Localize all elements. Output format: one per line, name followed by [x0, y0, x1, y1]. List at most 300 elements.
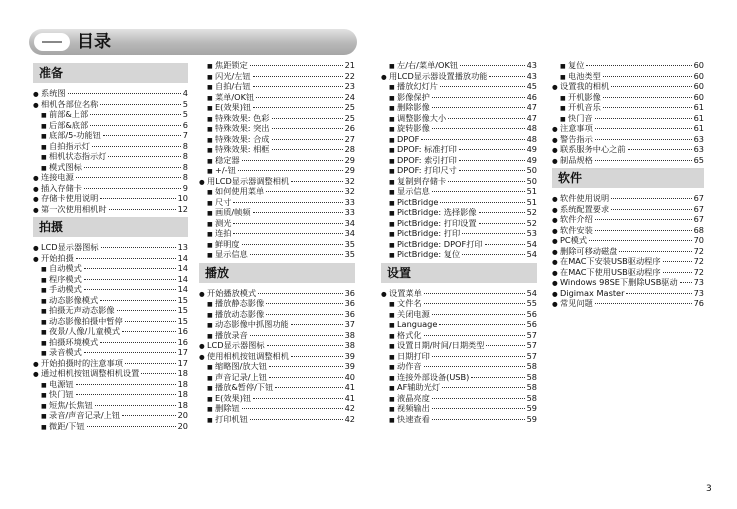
dot-leader	[242, 160, 343, 161]
toc-entry-title: DPOF	[397, 133, 420, 144]
toc-entry-title: 制品规格	[560, 154, 593, 165]
toc-entry[interactable]	[381, 123, 537, 134]
toc-entry-page: 32	[344, 175, 355, 186]
round-bullet-icon: ●	[33, 195, 39, 203]
toc-entry[interactable]	[33, 242, 188, 253]
toc-entry-page: 60	[693, 60, 704, 70]
toc-entry-page: 59	[526, 403, 537, 413]
dot-leader	[471, 377, 524, 378]
toc-entry[interactable]	[199, 176, 355, 187]
toc-entry-page: 42	[344, 403, 355, 413]
square-bullet-icon: ■	[41, 339, 47, 347]
dot-leader	[479, 223, 525, 224]
toc-entry[interactable]	[33, 274, 188, 285]
square-bullet-icon: ■	[41, 308, 47, 315]
dot-leader	[460, 65, 525, 66]
toc-entry[interactable]	[552, 123, 704, 134]
round-bullet-icon: ●	[552, 237, 558, 245]
toc-entry[interactable]	[199, 228, 355, 239]
toc-entry[interactable]	[199, 340, 355, 351]
toc-entry[interactable]	[552, 288, 704, 299]
dot-leader	[432, 398, 525, 399]
toc-entry-page: 39	[344, 361, 355, 371]
toc-entry-page: 24	[344, 91, 355, 102]
toc-entry-page: 58	[526, 382, 537, 392]
toc-entry[interactable]	[33, 120, 188, 131]
toc-entry[interactable]	[199, 249, 355, 260]
toc-entry[interactable]	[552, 214, 704, 225]
toc-entry-page: 50	[526, 175, 537, 186]
toc-entry-title: 电池类型	[568, 70, 601, 81]
toc-entry-title: LCD显示器图标	[207, 340, 265, 350]
toc-entry[interactable]	[552, 113, 704, 124]
toc-entry-title: 快门钮	[49, 389, 74, 399]
toc-entry-page: 8	[182, 151, 188, 161]
toc-entry-page: 70	[693, 235, 704, 245]
toc-entry-page: 17	[177, 357, 188, 368]
toc-entry[interactable]	[199, 155, 355, 166]
toc-entry[interactable]	[33, 88, 188, 99]
toc-entry[interactable]	[199, 361, 355, 372]
toc-entry-page: 59	[526, 413, 537, 424]
toc-entry[interactable]	[33, 284, 188, 295]
toc-entry-page: 60	[693, 91, 704, 102]
square-bullet-icon: ■	[389, 374, 395, 382]
toc-entry-page: 48	[526, 133, 537, 144]
square-bullet-icon: ■	[41, 350, 47, 357]
toc-entry-title: E(效果)钮	[215, 392, 252, 403]
toc-entry-page: 14	[177, 273, 188, 284]
toc-entry-page: 25	[344, 102, 355, 112]
toc-entry-title: 电源钮	[49, 378, 74, 389]
toc-entry[interactable]	[33, 410, 188, 421]
toc-entry-title: 复位	[568, 60, 585, 70]
dot-leader	[595, 118, 692, 119]
round-bullet-icon: ●	[381, 72, 387, 81]
toc-entry[interactable]	[199, 102, 355, 113]
square-bullet-icon: ■	[389, 147, 395, 154]
square-bullet-icon: ■	[41, 413, 47, 420]
toc-entry[interactable]	[199, 92, 355, 103]
dot-leader	[291, 181, 342, 182]
toc-entry-page: 7	[182, 130, 188, 140]
toc-entry-title: 焦距锁定	[215, 60, 248, 70]
square-bullet-icon: ■	[207, 168, 213, 175]
toc-entry[interactable]	[381, 309, 537, 320]
toc-entry[interactable]	[381, 298, 537, 309]
toc-entry[interactable]	[33, 368, 188, 379]
square-bullet-icon: ■	[389, 115, 395, 123]
toc-entry[interactable]	[199, 71, 355, 82]
toc-entry[interactable]	[33, 162, 188, 173]
toc-entry[interactable]	[552, 277, 704, 288]
toc-entry[interactable]	[199, 186, 355, 197]
dot-leader	[90, 114, 181, 115]
toc-entry-page: 76	[693, 298, 704, 308]
dot-leader	[595, 230, 692, 231]
section-header	[33, 217, 188, 237]
toc-entry[interactable]	[552, 225, 704, 236]
toc-entry[interactable]	[199, 382, 355, 393]
toc-entry[interactable]	[33, 193, 188, 204]
section-header-label: 软件	[558, 171, 583, 185]
dot-leader	[611, 198, 691, 199]
square-bullet-icon: ■	[207, 311, 213, 319]
toc-entry-page: 15	[177, 294, 188, 305]
dot-leader	[432, 408, 525, 409]
toc-entry[interactable]	[381, 144, 537, 155]
toc-entry[interactable]	[199, 60, 355, 71]
toc-entry[interactable]	[552, 155, 704, 166]
toc-entry[interactable]	[381, 340, 537, 351]
dot-leader	[253, 398, 342, 399]
toc-entry[interactable]	[552, 193, 704, 204]
toc-entry-page: 41	[344, 392, 355, 403]
square-bullet-icon: ■	[389, 322, 395, 329]
toc-entry[interactable]	[552, 134, 704, 145]
toc-entry[interactable]	[33, 421, 188, 432]
toc-entry-page: 56	[526, 308, 537, 319]
toc-entry[interactable]	[199, 113, 355, 124]
square-bullet-icon: ■	[389, 84, 395, 91]
toc-entry-title: 特殊效果: 突出	[215, 123, 270, 133]
section-header	[199, 263, 355, 283]
toc-entry-page: 39	[344, 350, 355, 361]
toc-entry-page: 61	[693, 123, 704, 133]
toc-entry-title: 显示信息	[215, 249, 248, 259]
dot-leader	[424, 293, 525, 294]
toc-entry[interactable]	[199, 165, 355, 176]
toc-entry[interactable]	[381, 361, 537, 372]
toc-entry-page: 52	[526, 207, 537, 217]
toc-entry[interactable]	[381, 319, 537, 330]
toc-entry-title: DPOF: 标准打印	[397, 144, 457, 154]
toc-entry-title: 模式图标	[49, 161, 82, 172]
toc-entry-title: E(效果)钮	[215, 102, 252, 112]
dot-leader	[589, 240, 692, 241]
toc-entry-page: 56	[526, 319, 537, 329]
round-bullet-icon: ●	[33, 205, 39, 214]
toc-entry[interactable]	[199, 197, 355, 208]
toc-entry-title: 相机状态指示灯	[49, 151, 107, 161]
toc-entry-title: 动态影像拍摄中暂停	[49, 315, 123, 326]
toc-entry-page: 33	[344, 207, 355, 217]
toc-entry-page: 15	[177, 315, 188, 326]
toc-entry-title: 前部&上部	[49, 109, 89, 119]
dot-leader	[440, 86, 525, 87]
square-bullet-icon: ■	[207, 199, 213, 207]
toc-entry[interactable]	[199, 218, 355, 229]
square-bullet-icon: ■	[389, 406, 395, 413]
toc-entry[interactable]	[33, 305, 188, 316]
dot-leader	[479, 212, 525, 213]
dot-leader	[95, 405, 176, 406]
toc-entry-title: AF辅助光灯	[397, 382, 441, 392]
toc-entry[interactable]	[33, 183, 188, 194]
dot-leader	[250, 419, 343, 420]
toc-entry[interactable]	[33, 253, 188, 264]
toc-entry[interactable]	[552, 60, 704, 71]
round-bullet-icon: ●	[33, 244, 39, 252]
toc-entry-page: 73	[693, 287, 704, 298]
dot-leader	[76, 177, 181, 178]
toc-entry[interactable]	[552, 102, 704, 113]
dot-leader	[440, 202, 524, 203]
toc-entry-title: 联系服务中心之前	[560, 144, 626, 154]
square-bullet-icon: ■	[41, 329, 47, 336]
dot-leader	[272, 139, 343, 140]
toc-entry[interactable]	[199, 309, 355, 320]
dot-leader	[432, 97, 525, 98]
toc-entry[interactable]	[199, 81, 355, 92]
toc-entry[interactable]	[381, 71, 537, 82]
toc-entry[interactable]	[381, 414, 537, 425]
toc-entry-page: 20	[177, 410, 188, 420]
square-bullet-icon: ■	[41, 423, 47, 431]
dot-leader	[595, 160, 692, 161]
square-bullet-icon: ■	[207, 63, 213, 70]
toc-entry[interactable]	[381, 351, 537, 362]
square-bullet-icon: ■	[207, 395, 213, 403]
toc-entry[interactable]	[381, 207, 537, 218]
dot-leader	[663, 261, 692, 262]
toc-entry-title: 录音模式	[49, 347, 82, 357]
dot-leader	[238, 170, 343, 171]
toc-entry[interactable]	[33, 151, 188, 162]
page-number: 3	[706, 484, 712, 494]
toc-entry-page: 20	[177, 420, 188, 431]
toc-entry-title: 如何使用菜单	[215, 186, 265, 196]
dot-leader	[595, 219, 692, 220]
toc-entry-page: 57	[526, 329, 537, 340]
dot-leader	[459, 149, 525, 150]
toc-entry-page: 50	[526, 165, 537, 175]
square-bullet-icon: ■	[207, 220, 213, 228]
toc-entry-page: 47	[526, 102, 537, 112]
round-bullet-icon: ●	[552, 226, 558, 235]
round-bullet-icon: ●	[552, 135, 558, 144]
toc-entry-page: 33	[344, 196, 355, 207]
toc-entry[interactable]	[33, 172, 188, 183]
toc-entry[interactable]	[199, 319, 355, 330]
toc-entry-page: 32	[344, 186, 355, 196]
toc-entry[interactable]	[381, 176, 537, 187]
toc-entry[interactable]	[381, 60, 537, 71]
toc-entry-page: 21	[344, 60, 355, 70]
toc-entry[interactable]	[33, 358, 188, 369]
toc-entry-title: 删除可移动磁盘	[560, 245, 618, 256]
toc-entry[interactable]	[199, 298, 355, 309]
dot-leader	[76, 258, 176, 259]
round-bullet-icon: ●	[552, 125, 558, 133]
toc-entry[interactable]	[381, 403, 537, 414]
toc-entry-title: 旋转影像	[397, 123, 430, 133]
square-bullet-icon: ■	[207, 94, 213, 102]
toc-entry[interactable]	[381, 393, 537, 404]
toc-entry-page: 29	[344, 154, 355, 165]
toc-entry[interactable]	[381, 288, 537, 299]
square-bullet-icon: ■	[560, 115, 566, 123]
toc-entry[interactable]	[552, 256, 704, 267]
toc-entry[interactable]	[199, 288, 355, 299]
dot-leader	[233, 202, 342, 203]
toc-entry-title: 录音/声音记录/上钮	[49, 410, 121, 420]
dot-leader	[611, 86, 691, 87]
toc-entry[interactable]	[381, 92, 537, 103]
dot-leader	[272, 128, 343, 129]
toc-entry-title: 格式化	[397, 329, 422, 340]
toc-entry-title: 用LCD显示器设置播放功能	[389, 70, 488, 81]
toc-entry[interactable]	[552, 71, 704, 82]
toc-column-3	[381, 60, 537, 424]
toc-entry[interactable]	[199, 134, 355, 145]
toc-entry-title: 注意事项	[560, 123, 593, 133]
dot-leader	[603, 107, 692, 108]
toc-entry[interactable]	[33, 263, 188, 274]
toc-entry[interactable]	[33, 295, 188, 306]
toc-entry-page: 5	[182, 109, 188, 119]
dot-leader	[84, 188, 181, 189]
dot-leader	[84, 289, 176, 290]
toc-entry[interactable]	[381, 372, 537, 383]
toc-entry-title: 播放动态影像	[215, 308, 265, 319]
toc-entry[interactable]	[33, 337, 188, 348]
toc-entry[interactable]	[199, 123, 355, 134]
toc-entry-page: 45	[526, 81, 537, 91]
square-bullet-icon: ■	[389, 136, 395, 144]
toc-entry[interactable]	[33, 347, 188, 358]
toc-entry[interactable]	[552, 235, 704, 246]
toc-entry[interactable]	[552, 92, 704, 103]
square-bullet-icon: ■	[389, 63, 395, 70]
toc-entry-title: 液晶亮度	[397, 392, 430, 403]
toc-entry[interactable]	[33, 326, 188, 337]
toc-entry-page: 17	[177, 347, 188, 357]
toc-entry[interactable]	[199, 372, 355, 383]
toc-entry[interactable]	[381, 113, 537, 124]
toc-entry-title: 自动模式	[49, 263, 82, 273]
toc-entry[interactable]	[381, 249, 537, 260]
toc-entry[interactable]	[381, 165, 537, 176]
toc-entry[interactable]	[381, 382, 537, 393]
toc-entry-title: +/-钮	[215, 165, 236, 175]
toc-entry-page: 41	[344, 382, 355, 392]
square-bullet-icon: ■	[389, 364, 395, 371]
toc-entry[interactable]	[381, 81, 537, 92]
toc-entry[interactable]	[199, 403, 355, 414]
toc-entry-title: 视频输出	[397, 403, 430, 413]
square-bullet-icon: ■	[389, 332, 395, 340]
round-bullet-icon: ●	[199, 289, 205, 298]
dot-leader	[125, 321, 176, 322]
toc-entry-title: 动态影像模式	[49, 294, 99, 305]
toc-entry-title: 显示信息	[397, 186, 430, 196]
toc-entry[interactable]	[199, 144, 355, 155]
square-bullet-icon: ■	[207, 322, 213, 329]
square-bullet-icon: ■	[41, 287, 47, 294]
toc-entry-page: 67	[693, 193, 704, 203]
toc-entry[interactable]	[199, 207, 355, 218]
toc-entry[interactable]	[33, 109, 188, 120]
toc-entry[interactable]	[552, 246, 704, 257]
toc-entry[interactable]	[33, 99, 188, 110]
toc-entry[interactable]	[33, 316, 188, 327]
dot-leader	[432, 191, 525, 192]
square-bullet-icon: ■	[389, 168, 395, 175]
toc-entry-title: Windows 98SE下删除USB驱动	[560, 277, 678, 287]
toc-entry[interactable]	[552, 81, 704, 92]
toc-entry[interactable]	[199, 351, 355, 362]
toc-entry-page: 8	[182, 161, 188, 172]
dot-leader	[680, 282, 692, 283]
dot-leader	[250, 254, 343, 255]
square-bullet-icon: ■	[207, 252, 213, 259]
toc-entry[interactable]	[552, 267, 704, 278]
toc-entry[interactable]	[199, 414, 355, 425]
toc-entry[interactable]	[33, 130, 188, 141]
toc-entry[interactable]	[381, 239, 537, 250]
dot-leader	[109, 209, 176, 210]
toc-entry-title: 特殊效果: 色彩	[215, 112, 270, 123]
round-bullet-icon: ●	[33, 174, 39, 182]
toc-entry[interactable]	[33, 389, 188, 400]
toc-entry[interactable]	[199, 393, 355, 404]
toc-entry-title: 第一次使用相机时	[41, 203, 107, 214]
toc-entry-page: 8	[182, 140, 188, 151]
dot-leader	[595, 128, 692, 129]
toc-entry-page: 72	[693, 245, 704, 256]
section-header-label: 播放	[205, 265, 230, 280]
toc-entry[interactable]	[199, 239, 355, 250]
toc-entry[interactable]	[381, 197, 537, 208]
toc-entry[interactable]	[552, 204, 704, 215]
toc-entry[interactable]	[33, 379, 188, 390]
square-bullet-icon: ■	[389, 343, 395, 350]
dot-leader	[117, 310, 176, 311]
toc-entry[interactable]	[381, 186, 537, 197]
toc-entry[interactable]	[381, 330, 537, 341]
square-bullet-icon: ■	[560, 105, 566, 112]
toc-entry-title: 打印机钮	[215, 413, 248, 424]
toc-entry-title: 快门音	[568, 112, 593, 123]
toc-entry[interactable]	[381, 218, 537, 229]
toc-entry[interactable]	[552, 298, 704, 309]
toc-entry-page: 58	[526, 361, 537, 371]
round-bullet-icon: ●	[552, 83, 558, 91]
toc-entry[interactable]	[199, 330, 355, 341]
dot-leader	[84, 352, 176, 353]
toc-entry-page: 54	[526, 287, 537, 298]
toc-entry[interactable]	[381, 228, 537, 239]
toc-entry[interactable]	[33, 204, 188, 215]
toc-entry-title: 特殊效果: 相框	[215, 144, 270, 154]
toc-entry-page: 58	[526, 371, 537, 382]
toc-entry[interactable]	[33, 141, 188, 152]
toc-entry-page: 38	[344, 329, 355, 340]
toc-entry[interactable]	[552, 144, 704, 155]
toc-entry-title: 关闭电源	[397, 308, 430, 319]
toc-entry[interactable]	[381, 102, 537, 113]
toc-entry[interactable]	[381, 155, 537, 166]
section-header	[33, 63, 188, 83]
toc-entry[interactable]	[381, 134, 537, 145]
toc-entry-page: 16	[177, 336, 188, 347]
toc-entry[interactable]	[33, 400, 188, 411]
dot-leader	[595, 139, 692, 140]
toc-entry-page: 58	[526, 392, 537, 403]
dot-leader	[84, 279, 176, 280]
toc-entry-page: 13	[177, 242, 188, 252]
